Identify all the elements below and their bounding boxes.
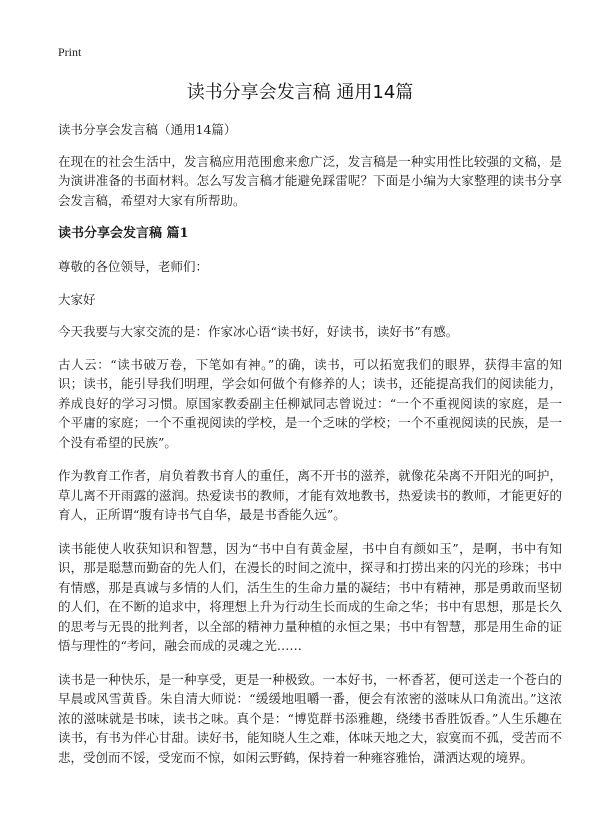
print-link[interactable]: Print [58,45,82,59]
body-paragraph: 读书能使人收获知识和智慧，因为“书中自有黄金屋，书中自有颜如玉”，是啊，书中有知识，那是聪慧而勤奋的先人们，在漫长的时间之流中，探寻和打捞出来的闪光的珍珠；书中有情感，那是真诚与多情的人们，活生生的生命力量的凝结；书中有精神，那是勇敢而坚韧的人们，在不断的追求中，将理想上升为行动生长而成的生命之华；书中有思想，那是长久的思考与无畏的批判者，以全部的精神力量种植的永恒之果；书中有智慧，那是用生命的证悟与理性的“考问，融会而成的灵魂之光…… [58,540,562,653]
document-subtitle: 读书分享会发言稿（通用14篇） [58,122,237,137]
salutation: 尊敬的各位领导，老师们： [58,259,209,274]
section-heading: 读书分享会发言稿 篇1 [58,226,189,241]
body-paragraph: 作为教育工作者，肩负着教书育人的重任，离不开书的滋养，就像花朵离不开阳光的呵护，草儿离不开雨露的滋润。热爱读书的教师，才能有效地教书，热爱读书的教师，才能更好的育人，正所谓“腹有诗书气自华，最是书香能久远”。 [58,468,562,522]
intro-paragraph: 在现在的社会生活中，发言稿应用范围愈来愈广泛，发言稿是一种实用性比较强的文稿，是为演讲准备的书面材料。怎么写发言稿才能避免踩雷呢？下面是小编为大家整理的读书分享会发言稿，希望对大家有所帮助。 [58,153,562,208]
body-paragraph: 读书是一种快乐，是一种享受，更是一种极致。一本好书，一杯香茗，便可送走一个苍白的早晨或风雪黄昏。朱自清大师说：“缓缓地咀嚼一番，便会有浓密的滋味从口角流出。”这浓浓的滋味就是书味，读书之味。真个是：“博览群书添雅趣，绕缕书香胜饭香。”人生乐趣在读书，有书为伴心甘甜。读好书，能知晓人生之难，体味天地之大，寂寞而不孤，受苦而不悲，受创而不馁，受宠而不惊，如闲云野鹤，保持着一种雍容雅怡，潇洒达观的境界。 [58,671,562,765]
topic-paragraph: 今天我要与大家交流的是：作家冰心语“读书好，好读书，读好书”有感。 [58,324,459,339]
body-paragraph: 古人云：“读书破万卷，下笔如有神。”的确，读书，可以拓宽我们的眼界，获得丰富的知识；读书，能引导我们明理，学会如何做个有修养的人；读书，还能提高我们的阅读能力，养成良好的学习习惯。原国家教委副主任柳斌同志曾说过：“一个不重视阅读的家庭，是一个平庸的家庭；一个不重视阅读的学校，是一个乏味的学校；一个不重视阅读的民族，是一个没有希望的民族”。 [58,356,562,450]
document-body [58,120,562,781]
page-title: 读书分享会发言稿 通用14篇 [186,82,414,103]
greeting: 大家好 [58,291,96,307]
